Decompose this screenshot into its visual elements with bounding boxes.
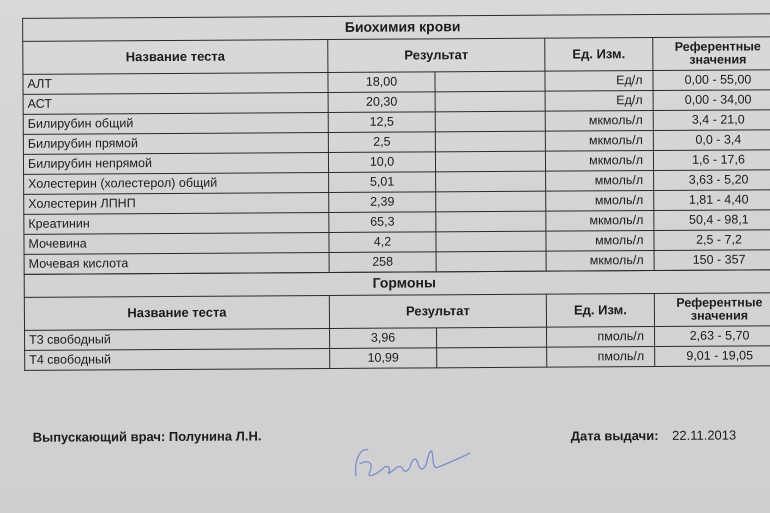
reference-cell: 0,00 - 34,00 xyxy=(653,90,770,111)
hormones-title: Гормоны xyxy=(24,270,770,298)
unit-cell: Ед/л xyxy=(545,91,653,112)
empty-cell xyxy=(436,231,546,252)
unit-cell: Ед/л xyxy=(545,71,653,92)
test-name-cell: Холестерин ЛПНП xyxy=(24,192,329,214)
empty-cell xyxy=(437,347,547,368)
unit-cell: мкмоль/л xyxy=(545,151,653,172)
result-header: Результат xyxy=(328,38,545,72)
unit-cell: мкмоль/л xyxy=(545,111,653,132)
reference-header xyxy=(653,37,770,71)
test-name-cell: Т3 свободный xyxy=(25,328,330,350)
date-value: 22.11.2013 xyxy=(672,427,737,443)
test-name-cell: Креатинин xyxy=(24,212,329,234)
result-cell: 12,5 xyxy=(328,112,435,133)
test-name-cell: АЛТ xyxy=(23,72,328,94)
unit-cell: пмоль/л xyxy=(547,327,655,348)
reference-cell: 0,00 - 55,00 xyxy=(653,70,770,91)
reference-header-line2: значения xyxy=(689,52,747,67)
reference-cell: 2,5 - 7,2 xyxy=(654,230,770,251)
biochemistry-title: Биохимия крови xyxy=(23,14,770,42)
result-cell: 258 xyxy=(329,252,436,273)
empty-cell xyxy=(437,327,547,348)
unit-cell: ммоль/л xyxy=(546,231,654,252)
unit-cell: пмоль/л xyxy=(547,347,655,368)
reference-cell: 1,6 - 17,6 xyxy=(653,150,770,171)
empty-cell xyxy=(436,191,546,212)
result-cell: 5,01 xyxy=(329,172,436,193)
hormones-table xyxy=(24,269,770,371)
empty-cell xyxy=(435,71,545,92)
empty-cell xyxy=(436,211,546,232)
reference-cell: 2,63 - 5,70 xyxy=(655,326,770,347)
hormones-rows xyxy=(25,326,770,371)
reference-cell: 1,81 - 4,40 xyxy=(654,190,770,211)
result-cell: 10,99 xyxy=(330,348,437,369)
test-name-cell: Билирубин общий xyxy=(23,112,328,134)
biochemistry-rows xyxy=(23,70,770,275)
biochemistry-table xyxy=(22,13,770,275)
issue-date-line xyxy=(571,428,737,444)
name-header: Название теста xyxy=(24,295,329,330)
doctor-label: Выпускающий врач: xyxy=(32,428,166,445)
result-cell: 65,3 xyxy=(329,212,436,233)
unit-header: Ед. Изм. xyxy=(546,294,654,328)
test-name-cell: Мочевая кислота xyxy=(24,252,329,274)
unit-cell: мкмоль/л xyxy=(546,211,654,232)
handwritten-signature xyxy=(348,437,478,488)
reference-cell: 150 - 357 xyxy=(654,250,770,271)
reference-header-line2: значения xyxy=(690,308,749,323)
result-header: Результат xyxy=(329,294,546,328)
empty-cell xyxy=(435,91,545,112)
doctor-line xyxy=(33,428,262,444)
reference-cell: 50,4 - 98,1 xyxy=(654,210,770,231)
result-cell: 4,2 xyxy=(329,232,436,253)
reference-cell: 3,63 - 5,20 xyxy=(654,170,770,191)
reference-header-line1: Референтные xyxy=(674,39,761,54)
test-name-cell: Мочевина xyxy=(24,232,329,254)
result-cell: 20,30 xyxy=(328,92,435,113)
result-cell: 3,96 xyxy=(330,328,437,349)
test-name-cell: Билирубин непрямой xyxy=(23,152,328,174)
unit-cell: ммоль/л xyxy=(546,191,654,212)
result-cell: 18,00 xyxy=(328,72,435,93)
result-cell: 10,0 xyxy=(328,152,435,173)
reference-cell: 0,0 - 3,4 xyxy=(653,130,770,151)
table-row xyxy=(25,346,770,371)
test-name-cell: Билирубин прямой xyxy=(23,132,328,154)
reference-header xyxy=(654,293,770,327)
empty-cell xyxy=(435,111,545,132)
unit-header: Ед. Изм. xyxy=(545,38,653,72)
empty-cell xyxy=(436,171,546,192)
result-cell: 2,39 xyxy=(329,192,436,213)
unit-cell: мкмоль/л xyxy=(546,251,654,272)
test-name-cell: АСТ xyxy=(23,92,328,114)
empty-cell xyxy=(435,131,545,152)
empty-cell xyxy=(435,151,545,172)
test-name-cell: Т4 свободный xyxy=(25,348,330,370)
reference-header-line1: Референтные xyxy=(676,295,763,310)
result-cell: 2,5 xyxy=(328,132,435,153)
reference-cell: 3,4 - 21,0 xyxy=(653,110,770,131)
unit-cell: ммоль/л xyxy=(546,171,654,192)
reference-cell: 9,01 - 19,05 xyxy=(655,346,770,367)
empty-cell xyxy=(436,251,546,272)
date-label: Дата выдачи: xyxy=(570,427,659,444)
test-name-cell: Холестерин (холестерол) общий xyxy=(24,172,329,194)
name-header: Название теста xyxy=(23,39,328,74)
doctor-name: Полунина Л.Н. xyxy=(168,428,262,444)
unit-cell: мкмоль/л xyxy=(545,131,653,152)
